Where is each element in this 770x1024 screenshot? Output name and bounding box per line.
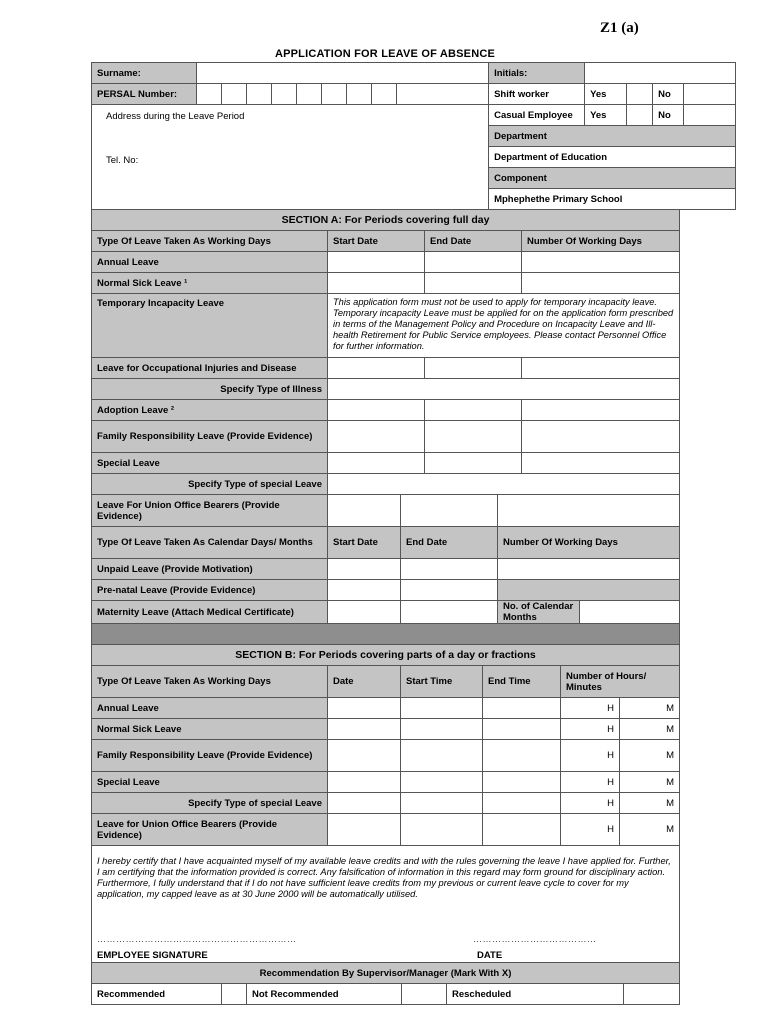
casual-employee-yes-label: Yes [585,105,627,126]
signature-dots[interactable]: ……………………………………………………… [97,934,297,944]
b-annual-leave-date[interactable] [328,698,401,719]
specify-special-label: Specify Type of special Leave [92,474,328,495]
persal-label: PERSAL Number: [92,84,197,105]
tel-label: Tel. No: [106,155,139,166]
certification-table [91,845,680,1005]
b-annual-leave-end-time[interactable] [483,698,561,719]
persal-digit-box[interactable] [272,84,297,105]
col-type-calendar-days: Type Of Leave Taken As Calendar Days/ Months [92,527,328,559]
col-b-hours-minutes: Number of Hours/ Minutes [561,666,680,698]
b-annual-leave-hours[interactable]: H [561,698,620,719]
rescheduled-label: Rescheduled [447,984,624,1005]
b-special-leave-start-time[interactable] [401,772,483,793]
surname-field[interactable] [197,63,489,84]
b-union-leave-minutes[interactable]: M [620,814,680,846]
b-normal-sick-leave-hours[interactable]: H [561,719,620,740]
adoption-leave-start[interactable] [328,400,425,421]
normal-sick-leave-label: Normal Sick Leave ¹ [92,273,328,294]
b-special-leave-minutes[interactable]: M [620,772,680,793]
b-normal-sick-leave-end-time[interactable] [483,719,561,740]
b-union-leave-end-time[interactable] [483,814,561,846]
initials-label: Initials: [489,63,585,84]
b-union-leave-start-time[interactable] [401,814,483,846]
unpaid-leave-start[interactable] [328,559,401,580]
unpaid-leave-label: Unpaid Leave (Provide Motivation) [92,559,328,580]
family-responsibility-days[interactable] [522,421,680,453]
calendar-months-label: No. of Calendar Months [498,601,580,624]
employee-signature-label: EMPLOYEE SIGNATURE [97,950,208,961]
special-leave-start[interactable] [328,453,425,474]
form-title: APPLICATION FOR LEAVE OF ABSENCE [274,48,496,60]
annual-leave-label: Annual Leave [92,252,328,273]
specify-illness-label: Specify Type of Illness [92,379,328,400]
shift-worker-no-box[interactable] [684,84,736,105]
recommendation-title: Recommendation By Supervisor/Manager (Mark With X) [92,963,680,984]
certification-text: I hereby certify that I have acquainted myself of my available leave credits and with the rules governing the leave I have applied for. Further, I am certifying that the information provided is correct. Any falsification of information in this regard may form ground for disciplinary action. Furthermore, I fully understand that if I do not have sufficient leave credits from my previous or current leave cycle to cover for my application, my capped leave as at 30 June 2000 will be automatically utilised. [97,856,671,899]
header-table [91,62,736,210]
unpaid-leave-days[interactable] [498,559,680,580]
persal-digit-box[interactable] [247,84,272,105]
department-value[interactable]: Department of Education [489,147,736,168]
b-normal-sick-leave-minutes[interactable]: M [620,719,680,740]
date-label: DATE [477,950,503,961]
shift-worker-no-label: No [653,84,684,105]
section-a-title: SECTION A: For Periods covering full day [92,210,680,231]
b-family-responsibility-label: Family Responsibility Leave (Provide Evidence) [92,740,328,772]
union-leave-start[interactable] [328,495,401,527]
unpaid-leave-end[interactable] [401,559,498,580]
section-b-title: SECTION B: For Periods covering parts of a day or fractions [92,645,680,666]
special-leave-days[interactable] [522,453,680,474]
b-specify-special-minutes[interactable]: M [620,793,680,814]
col-b-date: Date [328,666,401,698]
calendar-months-field[interactable] [580,601,680,624]
section-divider [92,624,680,645]
normal-sick-leave-end[interactable] [425,273,522,294]
persal-digit-box[interactable] [372,84,397,105]
b-special-leave-date[interactable] [328,772,401,793]
family-responsibility-start[interactable] [328,421,425,453]
shift-worker-yes-label: Yes [585,84,627,105]
address-label: Address during the Leave Period [106,111,245,122]
address-block[interactable] [92,105,489,210]
annual-leave-end[interactable] [425,252,522,273]
col-calendar-working-days: Number Of Working Days [498,527,680,559]
col-end-date: End Date [425,231,522,252]
b-annual-leave-start-time[interactable] [401,698,483,719]
b-family-responsibility-start-time[interactable] [401,740,483,772]
b-specify-special-date[interactable] [328,793,401,814]
temporary-incapacity-note: This application form must not be used to apply for temporary incapacity leave. Temporary incapacity Leave must be applied for on the application form prescribed in terms of the Management Policy and Procedure on Incapacity Leave and Ill-health Retirement for Public Service employees. Please contact Personnel Office for further information. [328,294,680,358]
family-responsibility-end[interactable] [425,421,522,453]
b-family-responsibility-hours[interactable]: H [561,740,620,772]
occupational-leave-start[interactable] [328,358,425,379]
family-responsibility-label: Family Responsibility Leave (Provide Evidence) [92,421,328,453]
col-calendar-start-date: Start Date [328,527,401,559]
specify-illness-field[interactable] [328,379,680,400]
b-union-leave-date[interactable] [328,814,401,846]
b-special-leave-hours[interactable]: H [561,772,620,793]
occupational-leave-label: Leave for Occupational Injuries and Disease [92,358,328,379]
date-dots[interactable]: ………………………………… [473,934,597,944]
persal-digit-box[interactable] [397,84,489,105]
prenatal-leave-label: Pre-natal Leave (Provide Evidence) [92,580,328,601]
b-normal-sick-leave-start-time[interactable] [401,719,483,740]
b-specify-special-end-time[interactable] [483,793,561,814]
b-special-leave-end-time[interactable] [483,772,561,793]
casual-employee-no-label: No [653,105,684,126]
persal-digit-box[interactable] [322,84,347,105]
col-b-start-time: Start Time [401,666,483,698]
rescheduled-box[interactable] [624,984,680,1005]
specify-special-field[interactable] [328,474,680,495]
certification-block [92,846,680,925]
maternity-leave-start[interactable] [328,601,401,624]
maternity-leave-end[interactable] [401,601,498,624]
section-b-table [91,644,680,846]
adoption-leave-label: Adoption Leave ² [92,400,328,421]
annual-leave-days[interactable] [522,252,680,273]
col-start-date: Start Date [328,231,425,252]
b-special-leave-label: Special Leave [92,772,328,793]
casual-employee-label: Casual Employee [489,105,585,126]
union-leave-end[interactable] [401,495,498,527]
section-a-table [91,209,680,645]
col-b-type: Type Of Leave Taken As Working Days [92,666,328,698]
not-recommended-box[interactable] [402,984,447,1005]
normal-sick-leave-days[interactable] [522,273,680,294]
recommended-box[interactable] [222,984,247,1005]
persal-digit-box[interactable] [347,84,372,105]
col-type-working-days: Type Of Leave Taken As Working Days [92,231,328,252]
persal-digit-box[interactable] [297,84,322,105]
b-normal-sick-leave-date[interactable] [328,719,401,740]
prenatal-leave-end[interactable] [401,580,498,601]
casual-employee-yes-box[interactable] [627,105,653,126]
casual-employee-no-box[interactable] [684,105,736,126]
b-family-responsibility-date[interactable] [328,740,401,772]
shift-worker-yes-box[interactable] [627,84,653,105]
special-leave-label: Special Leave [92,453,328,474]
adoption-leave-days[interactable] [522,400,680,421]
adoption-leave-end[interactable] [425,400,522,421]
union-leave-label: Leave For Union Office Bearers (Provide Evidence) [92,495,328,527]
b-annual-leave-minutes[interactable]: M [620,698,680,719]
normal-sick-leave-start[interactable] [328,273,425,294]
not-recommended-label: Not Recommended [247,984,402,1005]
form-code: Z1 (a) [600,20,639,36]
union-leave-days[interactable] [498,495,680,527]
b-union-leave-label: Leave for Union Office Bearers (Provide Evidence) [92,814,328,846]
prenatal-leave-days [498,580,680,601]
occupational-leave-end[interactable] [425,358,522,379]
b-specify-special-hours[interactable]: H [561,793,620,814]
b-union-leave-hours[interactable]: H [561,814,620,846]
component-label: Component [489,168,736,189]
prenatal-leave-start[interactable] [328,580,401,601]
b-specify-special-label: Specify Type of special Leave [92,793,328,814]
persal-digit-box[interactable] [222,84,247,105]
maternity-leave-label: Maternity Leave (Attach Medical Certificate) [92,601,328,624]
b-family-responsibility-minutes[interactable]: M [620,740,680,772]
special-leave-end[interactable] [425,453,522,474]
b-specify-special-start-time[interactable] [401,793,483,814]
shift-worker-label: Shift worker [489,84,585,105]
department-label: Department [489,126,736,147]
col-b-end-time: End Time [483,666,561,698]
recommended-label: Recommended [92,984,222,1005]
surname-label: Surname: [92,63,197,84]
b-family-responsibility-end-time[interactable] [483,740,561,772]
b-normal-sick-leave-label: Normal Sick Leave [92,719,328,740]
initials-field[interactable] [585,63,736,84]
occupational-leave-days[interactable] [522,358,680,379]
temporary-incapacity-label: Temporary Incapacity Leave [92,294,328,358]
signature-row [92,924,680,963]
b-annual-leave-label: Annual Leave [92,698,328,719]
persal-digit-box[interactable] [197,84,222,105]
annual-leave-start[interactable] [328,252,425,273]
component-value[interactable]: Mphephethe Primary School [489,189,736,210]
col-calendar-end-date: End Date [401,527,498,559]
col-number-working-days: Number Of Working Days [522,231,680,252]
